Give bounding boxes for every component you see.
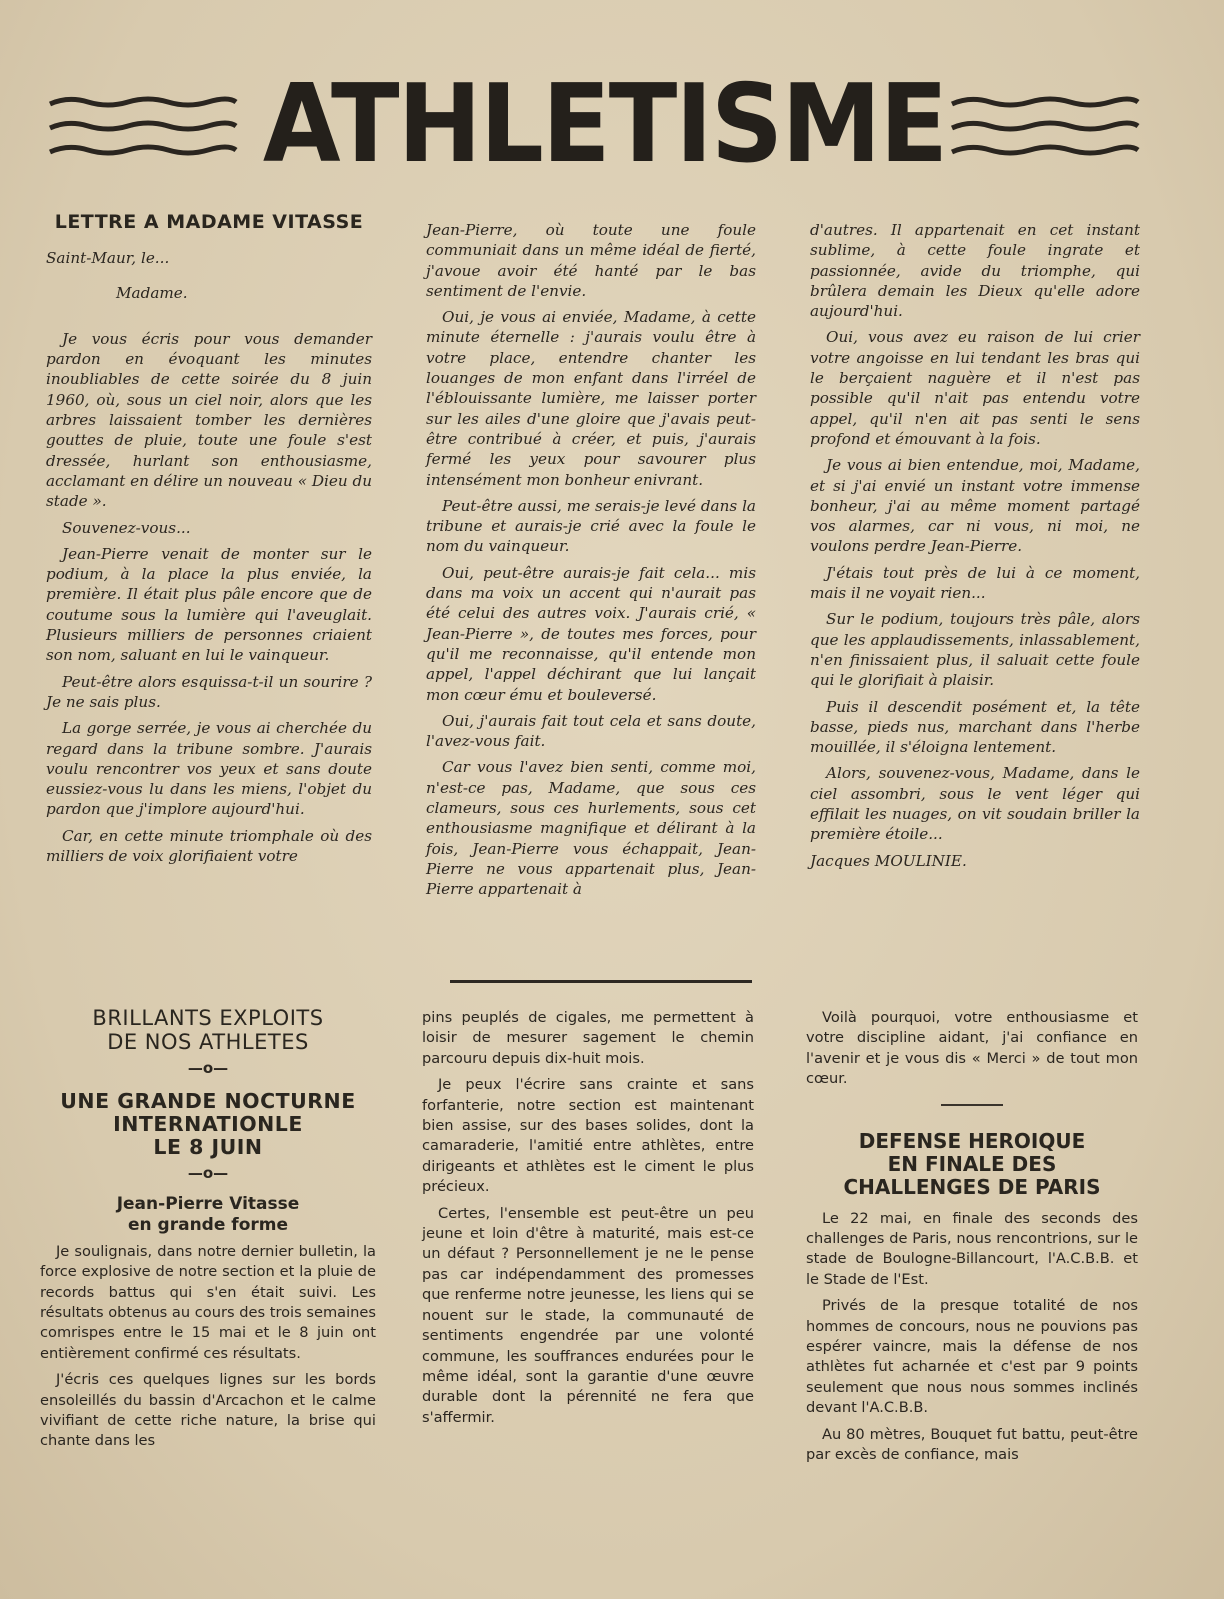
paragraph: Oui, j'aurais fait tout cela et sans doute, l'avez-vous fait. — [426, 711, 756, 751]
letter-signature: Jacques MOULINIE. — [810, 851, 967, 870]
letter-salutation: Madame. — [116, 283, 188, 302]
paragraph: Je vous ai bien entendue, moi, Madame, et si j'ai envié un instant votre immense bonheur, j'ai au même moment partagé vos alarmes, car ni vous, ni moi, ne voulons perdre Jean-Pierre. — [810, 456, 1140, 556]
paragraph: Sur le podium, toujours très pâle, alors que les applaudissements, inlassablement, n'en finissaient plus, il saluait cette foule qui le glorifiait à plaisir. — [810, 610, 1140, 690]
paragraph: J'écris ces quelques lignes sur les bords ensoleillés du bassin d'Arcachon et le calme vivifiant de cette riche nature, la brise qui chante dans les — [40, 1371, 376, 1450]
wave-lines-left-ornament — [48, 92, 238, 162]
paragraph: Car vous l'avez bien senti, comme moi, n'est-ce pas, Madame, que sous ces clameurs, sous ces hurlements, sous cet enthousiasme magnifique et délirant à la fois, Jean-Pierre vous échappait, Jean-Pierre ne vous appartenait plus, Jean-Pierre appartenait à — [426, 758, 756, 899]
paragraph: Je peux l'écrire sans crainte et sans forfanterie, notre section est maintenant bien assise, sur des bases solides, dont la camaraderie, l'amitié entre athlètes, entre dirigeants et athlètes est le ciment le plus précieux. — [422, 1076, 754, 1196]
paragraph: Souvenez-vous... — [62, 518, 191, 537]
kicker-line: BRILLANTS EXPLOITS — [92, 1006, 324, 1030]
defense-headline — [806, 1130, 1138, 1199]
section-title: ATHLETISME — [262, 62, 947, 187]
paragraph: Je soulignais, dans notre dernier bulletin, la force explosive de notre section et la pluie de records battus qui s'en était suivi. Les résultats obtenus au cours des trois semaines comrispes entre le 15 mai et le 8 juin ont entièrement confirmé ces résultats. — [40, 1242, 376, 1362]
short-divider — [941, 1104, 1003, 1106]
headline-line: CHALLENGES DE PARIS — [843, 1174, 1101, 1199]
paragraph: Oui, vous avez eu raison de lui crier votre angoisse en lui tendant les bras qui le berçaient naguère et il n'est pas possible qu'il n'ait pas entendu votre appel, qu'il n'en ait pas senti le sens profond et émouvant à la fois. — [810, 328, 1140, 448]
headline-line: EN FINALE DES — [887, 1151, 1057, 1176]
divider-ornament: —o— — [187, 1059, 229, 1077]
paragraph: La gorge serrée, je vous ai cherchée du regard dans la tribune sombre. J'aurais voulu rencontrer vos yeux et sans doute eussiez-vous lu dans les miens, l'objet du pardon que j'implore aujourd'hui. — [46, 719, 372, 819]
letter-column-2 — [426, 220, 756, 906]
letter-title: LETTRE A MADAME VITASSE — [54, 211, 364, 233]
paragraph: J'étais tout près de lui à ce moment, mais il ne voyait rien... — [810, 563, 1140, 603]
divider-ornament: —o— — [187, 1164, 229, 1183]
paragraph: Le 22 mai, en finale des seconds des challenges de Paris, nous rencontrions, sur le stade de Boulogne-Billancourt, l'A.C.B.B. et le Stade de l'Est. — [806, 1209, 1138, 1288]
letter-place: Saint-Maur, le... — [46, 249, 170, 268]
exploits-column-1 — [40, 1006, 376, 1458]
paragraph: Peut-être aussi, me serais-je levé dans la tribune et aurais-je crié avec la foule le nom du vainqueur. — [426, 496, 756, 556]
paragraph: Voilà pourquoi, votre enthousiasme et votre discipline aidant, j'ai confiance en l'avenir et je vous dis « Merci » de tout mon cœur. — [806, 1009, 1138, 1088]
paragraph: pins peuplés de cigales, me permettent à loisir de mesurer sagement le chemin parcouru depuis dix-huit mois. — [422, 1009, 754, 1067]
paragraph: Puis il descendit posément et, la tête basse, pieds nus, marchant dans l'herbe mouillée, il s'éloigna lentement. — [810, 697, 1140, 757]
paragraph: Oui, peut-être aurais-je fait cela... mis dans ma voix un accent qui n'aurait pas été celui des autres voix. J'aurais crié, « Jean-Pierre », de toutes mes forces, pour qu'il me reconnaisse, qu'il entende mon appel, l'appel déchirant que lui lançait mon cœur ému et bouleversé. — [426, 563, 756, 704]
paragraph: Privés de la presque totalité de nos hommes de concours, nous ne pouvions pas espérer vaincre, mais la défense de nos athlètes fut acharnée et c'est par 9 points seulement que nous nous sommes inclinés devant l'A.C.B.B. — [806, 1297, 1138, 1417]
paragraph: Car, en cette minute triomphale où des milliers de voix glorifiaient votre — [46, 826, 372, 866]
headline-line: UNE GRANDE NOCTURNE — [60, 1089, 356, 1114]
wave-lines-right-ornament — [950, 92, 1140, 162]
letter-column-3 — [810, 220, 1140, 877]
subheadline-line: Jean-Pierre Vitasse — [116, 1193, 300, 1214]
headline-line: INTERNATIONLE — [113, 1112, 303, 1137]
paragraph: d'autres. Il appartenait en cet instant sublime, à cette foule ingrate et passionnée, avide du triomphe, qui brûlera demain les Dieux qu'elle adore aujourd'hui. — [810, 221, 1140, 321]
paragraph: Jean-Pierre venait de monter sur le podium, à la place la plus enviée, la première. Il était plus pâle encore que de coutume sous la lumière qui l'aveuglait. Plusieurs milliers de personnes criaient son nom, saluant en lui le vainqueur. — [46, 544, 372, 665]
paragraph: Peut-être alors esquissa-t-il un sourire ? Je ne sais plus. — [46, 672, 372, 711]
masthead — [48, 62, 1140, 187]
exploits-column-3 — [806, 1008, 1138, 1472]
kicker-line: DE NOS ATHLETES — [107, 1030, 309, 1054]
headline-line: LE 8 JUIN — [153, 1135, 263, 1160]
headline-line: DEFENSE HEROIQUE — [858, 1128, 1086, 1153]
section-divider — [450, 980, 752, 983]
paragraph: Alors, souvenez-vous, Madame, dans le ciel assombri, sous le vent léger qui effilait les nuages, on vit soudain briller la première étoile... — [810, 764, 1140, 844]
subheadline-line: en grande forme — [128, 1214, 288, 1235]
subheadline — [40, 1194, 376, 1236]
paragraph: Je vous écris pour vous demander pardon en évoquant les minutes inoubliables de cette soirée du 8 juin 1960, où, sous un ciel noir, alors que les arbres laissaient tomber les dernières gouttes de pluie, toute une foule s'est dressée, hurlant son enthousiasme, acclamant en délire un nouveau « Dieu du stade ». — [46, 329, 372, 511]
paragraph: Oui, je vous ai enviée, Madame, à cette minute éternelle : j'aurais voulu être à votre place, entendre chanter les louanges de mon enfant dans l'irréel de l'éblouissante lumière, me laisser porter sur les ailes d'une gloire que j'avais peut-être contribué à créer, et puis, j'aurais fermé les yeux pour savourer plus intensément mon bonheur enivrant. — [426, 308, 756, 489]
paragraph: Certes, l'ensemble est peut-être un peu jeune et loin d'être à maturité, mais est-ce un défaut ? Personnellement je ne le pense pas car indépendamment des promesses que renferme notre jeunesse, les liens qui se nouent sur le stade, la communauté de sentiments engendrée par une volonté commune, les souffrances endurées pour le même idéal, sont la garantie d'une œuvre durable dont la pérennité ne fera que s'affermir. — [422, 1204, 754, 1426]
exploits-column-2 — [422, 1008, 754, 1434]
paragraph: Au 80 mètres, Bouquet fut battu, peut-être par excès de confiance, mais — [806, 1425, 1138, 1464]
letter-column-1 — [46, 212, 372, 872]
paragraph: Jean-Pierre, où toute une foule communiait dans un même idéal de fierté, j'avoue avoir été hanté par le bas sentiment de l'envie. — [426, 221, 756, 300]
